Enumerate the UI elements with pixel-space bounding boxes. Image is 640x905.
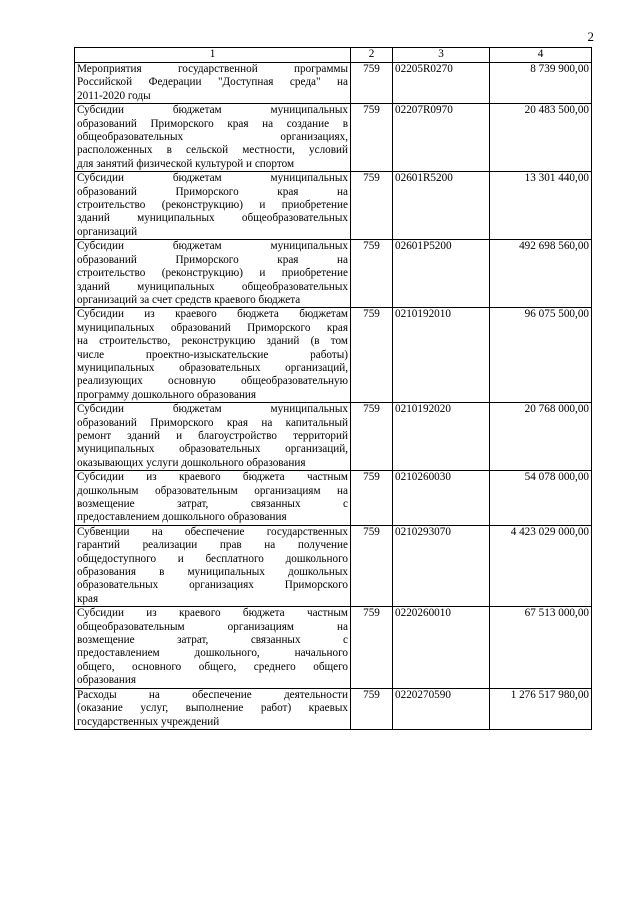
- row-classification-code: 02601P5200: [393, 240, 490, 308]
- row-classification-code: 02207R0970: [393, 104, 490, 172]
- description-line: образования: [77, 674, 137, 687]
- row-classification-code: 02205R0270: [393, 63, 490, 104]
- column-header: 1: [75, 48, 351, 63]
- description-line: края: [77, 592, 99, 605]
- description-line: дошкольным образовательным организациям на: [77, 484, 348, 497]
- row-classification-code: 0210192020: [393, 403, 490, 471]
- row-code: 759: [351, 104, 393, 172]
- row-amount: 54 078 000,00: [490, 471, 592, 526]
- table-row: [75, 688, 592, 729]
- row-code: 759: [351, 403, 393, 471]
- description-line: строительство (реконструкцию) и приобретение: [77, 199, 348, 212]
- description-line: образований Приморского края на капитальный: [77, 416, 348, 429]
- description-line: для занятий физической культурой и спортом: [77, 157, 295, 170]
- table-row: [75, 403, 592, 471]
- table-row: [75, 607, 592, 688]
- description-line: организаций: [77, 225, 138, 238]
- row-code: 759: [351, 240, 393, 308]
- description-line: ремонт зданий и благоустройство территорий: [77, 429, 348, 442]
- description-line: муниципальных образовательных организаций,: [77, 443, 348, 456]
- description-line: гарантий реализации прав на получение: [77, 539, 348, 552]
- description-line: Расходы на обеспечение деятельности: [77, 688, 348, 701]
- description-line: образований Приморского края на создание в: [77, 117, 348, 130]
- description-line: общедоступного и бесплатного дошкольного: [77, 552, 348, 565]
- description-line: зданий муниципальных общеобразовательных: [77, 280, 348, 293]
- budget-table: [74, 47, 592, 730]
- description-line: предоставлением дошкольного, начального: [77, 647, 348, 660]
- description-line: государственных учреждений: [77, 715, 220, 728]
- description-line: образовательных организациях Приморского: [77, 579, 348, 592]
- row-classification-code: 0210260030: [393, 471, 490, 526]
- description-line: возмещение затрат, связанных с: [77, 498, 348, 510]
- row-classification-code: 0220260010: [393, 607, 490, 688]
- description-line: Субсидии из краевого бюджета бюджетам: [77, 308, 348, 321]
- column-header: 2: [351, 48, 393, 63]
- description-line: программу дошкольного образования: [77, 388, 257, 401]
- row-amount: 20 768 000,00: [490, 403, 592, 471]
- description-line: расположенных в сельской местности, условий: [77, 144, 348, 157]
- table-header-row: [75, 48, 592, 63]
- description-line: на строительство, реконструкцию зданий (в том: [77, 335, 348, 348]
- row-description: [75, 104, 351, 172]
- column-header: 3: [393, 48, 490, 63]
- description-line: Субсидии бюджетам муниципальных: [77, 403, 348, 416]
- row-amount: 1 276 517 980,00: [490, 688, 592, 729]
- description-line: Субсидии бюджетам муниципальных: [77, 240, 348, 253]
- row-classification-code: 0210192010: [393, 308, 490, 403]
- row-description: [75, 240, 351, 308]
- row-code: 759: [351, 63, 393, 104]
- description-line: Мероприятия государственной программы: [77, 63, 348, 75]
- table-row: [75, 172, 592, 240]
- row-description: [75, 308, 351, 403]
- description-line: общеобразовательным организациям на: [77, 620, 348, 633]
- description-line: Субсидии из краевого бюджета частным: [77, 607, 348, 620]
- row-code: 759: [351, 525, 393, 606]
- row-amount: 492 698 560,00: [490, 240, 592, 308]
- table-row: [75, 525, 592, 606]
- row-amount: 8 739 900,00: [490, 63, 592, 104]
- description-line: муниципальных образовательных организаций,: [77, 361, 348, 374]
- description-line: общего, основного общего, среднего общего: [77, 660, 348, 673]
- row-code: 759: [351, 607, 393, 688]
- description-line: (оказание услуг, выполнение работ) краевых: [77, 702, 348, 715]
- description-line: возмещение затрат, связанных с: [77, 634, 348, 647]
- row-classification-code: 0220270590: [393, 688, 490, 729]
- row-amount: 67 513 000,00: [490, 607, 592, 688]
- row-code: 759: [351, 688, 393, 729]
- description-line: образований Приморского края на: [77, 185, 348, 198]
- description-line: зданий муниципальных общеобразовательных: [77, 212, 348, 225]
- description-line: образования в муниципальных дошкольных: [77, 566, 348, 579]
- row-description: [75, 471, 351, 526]
- row-amount: 96 075 500,00: [490, 308, 592, 403]
- description-line: организаций за счет средств краевого бюджета: [77, 293, 301, 306]
- description-line: числе проектно-изыскательские работы): [77, 348, 348, 361]
- description-line: образований Приморского края на: [77, 253, 348, 266]
- description-line: Субсидии бюджетам муниципальных: [77, 172, 348, 185]
- table-row: [75, 63, 592, 104]
- row-description: [75, 607, 351, 688]
- table-row: [75, 104, 592, 172]
- description-line: предоставлением дошкольного образования: [77, 511, 287, 524]
- table-row: [75, 308, 592, 403]
- description-line: строительство (реконструкцию) и приобретение: [77, 267, 348, 280]
- description-line: оказывающих услуги дошкольного образования: [77, 456, 306, 469]
- row-amount: 20 483 500,00: [490, 104, 592, 172]
- row-code: 759: [351, 308, 393, 403]
- table-row: [75, 240, 592, 308]
- description-line: Субсидии бюджетам муниципальных: [77, 104, 348, 117]
- row-description: [75, 688, 351, 729]
- description-line: Субсидии из краевого бюджета частным: [77, 471, 348, 484]
- description-line: Российской Федерации "Доступная среда" на: [77, 76, 348, 89]
- description-line: Субвенции на обеспечение государственных: [77, 525, 348, 538]
- row-classification-code: 02601R5200: [393, 172, 490, 240]
- row-amount: 4 423 029 000,00: [490, 525, 592, 606]
- row-classification-code: 0210293070: [393, 525, 490, 606]
- row-description: [75, 172, 351, 240]
- description-line: 2011-2020 годы: [77, 89, 151, 102]
- row-code: 759: [351, 471, 393, 526]
- row-amount: 13 301 440,00: [490, 172, 592, 240]
- table-row: [75, 471, 592, 526]
- column-header: 4: [490, 48, 592, 63]
- description-line: муниципальных образований Приморского края: [77, 321, 348, 334]
- row-code: 759: [351, 172, 393, 240]
- row-description: [75, 525, 351, 606]
- row-description: [75, 63, 351, 104]
- page-number: 2: [587, 29, 594, 44]
- description-line: общеобразовательных организациях,: [77, 131, 348, 144]
- description-line: реализующих основную общеобразовательную: [77, 375, 348, 388]
- row-description: [75, 403, 351, 471]
